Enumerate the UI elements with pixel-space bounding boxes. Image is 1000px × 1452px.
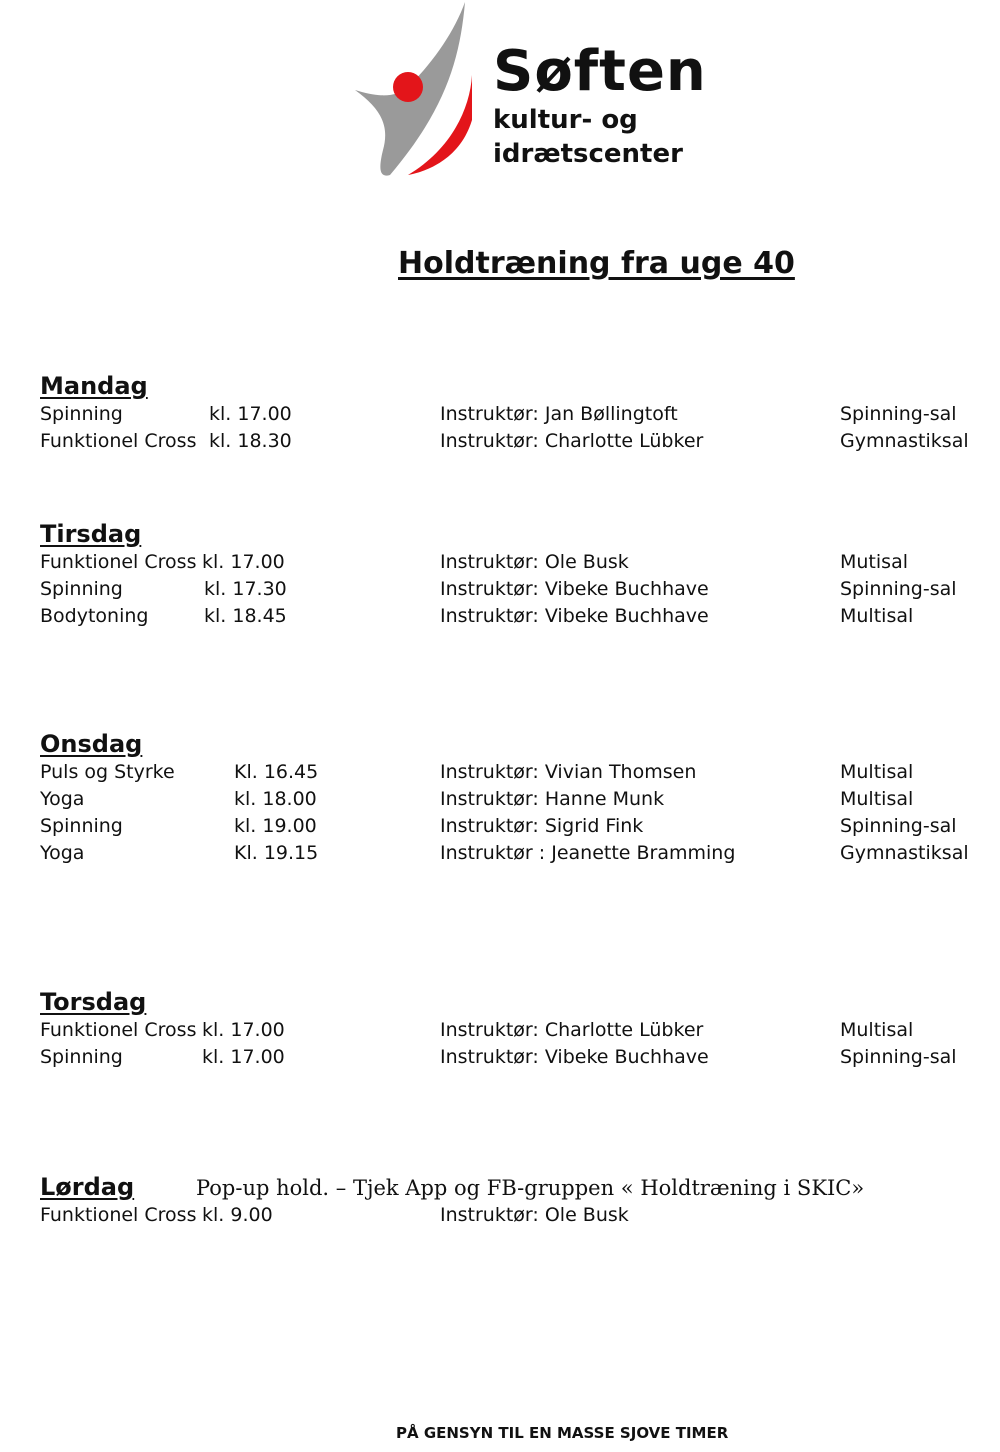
session-row xyxy=(40,549,980,576)
session-class: Funktionel Cross xyxy=(40,551,197,573)
day-section-tirsdag xyxy=(40,519,980,630)
session-row xyxy=(40,401,980,428)
day-section-mandag xyxy=(40,371,980,455)
session-time: kl. 18.30 xyxy=(209,430,292,452)
session-instructor: Instruktør: Vivian Thomsen xyxy=(440,761,697,783)
day-heading: Torsdag xyxy=(40,988,147,1016)
session-time: kl. 17.30 xyxy=(204,578,287,600)
session-row xyxy=(40,786,980,813)
brand-sub-line1: kultur- og xyxy=(493,105,638,135)
session-time: kl. 17.00 xyxy=(202,1019,285,1041)
session-time: kl. 17.00 xyxy=(209,403,292,425)
session-room: Multisal xyxy=(840,761,914,783)
day-heading: Onsdag xyxy=(40,730,143,758)
session-class: Yoga xyxy=(40,842,85,864)
session-class: Spinning xyxy=(40,815,123,837)
day-heading: Lørdag xyxy=(40,1173,135,1201)
session-instructor: Instruktør: Jan Bøllingtoft xyxy=(440,403,678,425)
logo xyxy=(350,0,750,185)
session-instructor: Instruktør : Jeanette Bramming xyxy=(440,842,736,864)
brand-name: Søften xyxy=(493,39,707,104)
session-time: kl. 18.00 xyxy=(234,788,317,810)
session-class: Spinning xyxy=(40,1046,123,1068)
session-class: Funktionel Cross xyxy=(40,1019,197,1041)
session-class: Spinning xyxy=(40,578,123,600)
session-class: Funktionel Cross xyxy=(40,430,197,452)
brand-text xyxy=(493,39,707,170)
session-room: Spinning-sal xyxy=(840,578,957,600)
session-row xyxy=(40,759,980,786)
session-class: Spinning xyxy=(40,403,123,425)
session-room: Spinning-sal xyxy=(840,1046,957,1068)
session-room: Spinning-sal xyxy=(840,815,957,837)
session-instructor: Instruktør: Charlotte Lübker xyxy=(440,1019,704,1041)
session-time: kl. 17.00 xyxy=(202,1046,285,1068)
session-row xyxy=(40,840,980,867)
page-title: Holdtræning fra uge 40 xyxy=(398,246,795,281)
session-time: kl. 17.00 xyxy=(202,551,285,573)
session-time: kl. 19.00 xyxy=(234,815,317,837)
session-instructor: Instruktør: Vibeke Buchhave xyxy=(440,578,709,600)
session-room: Gymnastiksal xyxy=(840,430,969,452)
session-instructor: Instruktør: Vibeke Buchhave xyxy=(440,605,709,627)
session-instructor: Instruktør: Hanne Munk xyxy=(440,788,665,810)
session-class: Yoga xyxy=(40,788,85,810)
session-row xyxy=(40,1202,980,1229)
session-room: Gymnastiksal xyxy=(840,842,969,864)
day-section-onsdag xyxy=(40,729,980,867)
day-heading: Mandag xyxy=(40,372,148,400)
session-room: Multisal xyxy=(840,1019,914,1041)
session-row xyxy=(40,1044,980,1071)
session-instructor: Instruktør: Ole Busk xyxy=(440,1204,629,1226)
session-instructor: Instruktør: Ole Busk xyxy=(440,551,629,573)
day-heading: Tirsdag xyxy=(40,520,142,548)
session-time: kl. 18.45 xyxy=(204,605,287,627)
session-instructor: Instruktør: Charlotte Lübker xyxy=(440,430,704,452)
session-class: Puls og Styrke xyxy=(40,761,175,783)
session-class: Bodytoning xyxy=(40,605,149,627)
footer-text: PÅ GENSYN TIL EN MASSE SJOVE TIMER xyxy=(396,1424,729,1442)
session-row xyxy=(40,813,980,840)
brand-sub-line2: idrætscenter xyxy=(493,139,683,169)
session-room: Multisal xyxy=(840,605,914,627)
session-instructor: Instruktør: Sigrid Fink xyxy=(440,815,644,837)
session-instructor: Instruktør: Vibeke Buchhave xyxy=(440,1046,709,1068)
saturday-popup-note: Pop-up hold. – Tjek App og FB-gruppen « Holdtræning i SKIC» xyxy=(196,1176,865,1200)
session-row xyxy=(40,1017,980,1044)
logo-figure-icon xyxy=(350,0,490,185)
session-time: Kl. 16.45 xyxy=(234,761,319,783)
session-row xyxy=(40,428,980,455)
session-row xyxy=(40,576,980,603)
session-row xyxy=(40,603,980,630)
session-room: Multisal xyxy=(840,788,914,810)
session-room: Mutisal xyxy=(840,551,908,573)
session-time: kl. 9.00 xyxy=(202,1204,273,1226)
session-class: Funktionel Cross xyxy=(40,1204,197,1226)
session-time: Kl. 19.15 xyxy=(234,842,319,864)
session-room: Spinning-sal xyxy=(840,403,957,425)
day-section-torsdag xyxy=(40,987,980,1071)
